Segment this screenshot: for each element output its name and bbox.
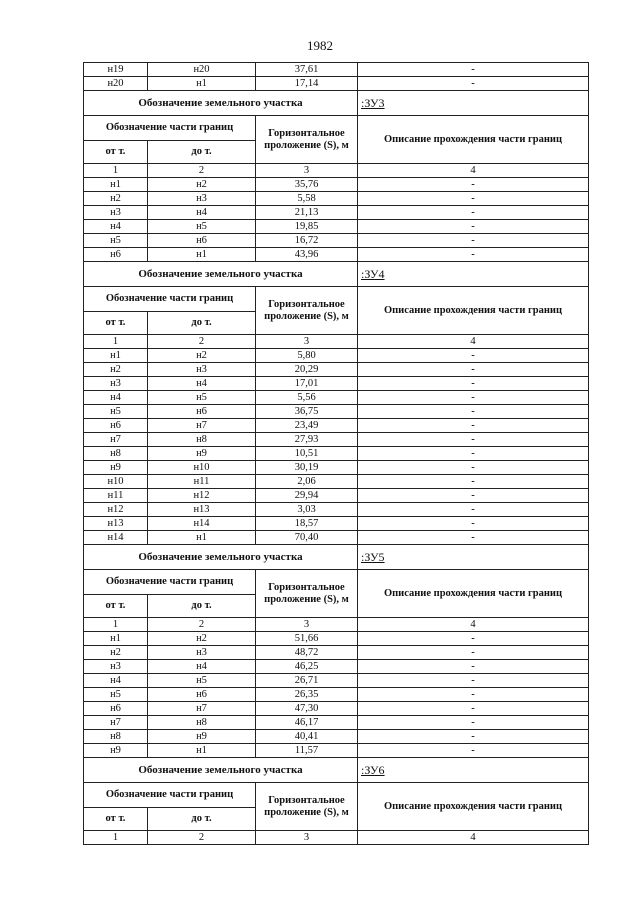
from-point-cell: н6 — [84, 248, 148, 262]
boundary-table — [83, 62, 588, 845]
from-point-cell: н3 — [84, 377, 148, 391]
column-number: 1 — [84, 164, 148, 178]
column-number: 1 — [84, 618, 148, 632]
to-point-cell: н1 — [148, 531, 256, 545]
description-cell: - — [358, 531, 589, 545]
column-number-row — [84, 335, 589, 349]
from-point-cell: н7 — [84, 716, 148, 730]
description-cell: - — [358, 220, 589, 234]
length-cell: 5,58 — [256, 192, 358, 206]
length-cell: 17,01 — [256, 377, 358, 391]
from-point-cell: н6 — [84, 419, 148, 433]
column-number: 1 — [84, 831, 148, 845]
to-point-header: до т. — [148, 312, 256, 335]
length-cell: 51,66 — [256, 632, 358, 646]
length-cell: 26,71 — [256, 674, 358, 688]
description-cell: - — [358, 517, 589, 531]
plot-label-cell: Обозначение земельного участка — [84, 91, 358, 116]
description-cell: - — [358, 349, 589, 363]
table-row — [84, 660, 589, 674]
to-point-cell: н9 — [148, 447, 256, 461]
length-cell: 46,17 — [256, 716, 358, 730]
plot-label-cell: Обозначение земельного участка — [84, 262, 358, 287]
table-row — [84, 363, 589, 377]
description-cell: - — [358, 178, 589, 192]
table-row — [84, 730, 589, 744]
column-number: 2 — [148, 335, 256, 349]
to-point-cell: н7 — [148, 702, 256, 716]
table-row — [84, 63, 589, 77]
from-point-cell: н2 — [84, 192, 148, 206]
length-cell: 40,41 — [256, 730, 358, 744]
length-cell: 3,03 — [256, 503, 358, 517]
description-cell: - — [358, 475, 589, 489]
from-point-header: от т. — [84, 595, 148, 618]
from-point-cell: н3 — [84, 206, 148, 220]
table-row — [84, 716, 589, 730]
border-part-header: Обозначение части границ — [84, 570, 256, 595]
table-row — [84, 744, 589, 758]
length-cell: 5,80 — [256, 349, 358, 363]
column-number: 2 — [148, 164, 256, 178]
column-number: 4 — [358, 618, 589, 632]
description-cell: - — [358, 391, 589, 405]
description-cell: - — [358, 730, 589, 744]
from-point-cell: н9 — [84, 744, 148, 758]
length-cell: 20,29 — [256, 363, 358, 377]
from-point-cell: н6 — [84, 702, 148, 716]
from-point-cell: н2 — [84, 646, 148, 660]
to-point-cell: н20 — [148, 63, 256, 77]
to-point-cell: н6 — [148, 234, 256, 248]
table-row — [84, 248, 589, 262]
length-cell: 27,93 — [256, 433, 358, 447]
column-number: 4 — [358, 831, 589, 845]
horizontal-length-header: Горизонтальное проложение (S), м — [256, 116, 358, 164]
description-cell: - — [358, 419, 589, 433]
from-point-cell: н1 — [84, 632, 148, 646]
column-number-row — [84, 164, 589, 178]
to-point-cell: н2 — [148, 178, 256, 192]
length-cell: 2,06 — [256, 475, 358, 489]
from-point-cell: н5 — [84, 234, 148, 248]
border-part-header: Обозначение части границ — [84, 287, 256, 312]
to-point-cell: н8 — [148, 433, 256, 447]
to-point-cell: н11 — [148, 475, 256, 489]
column-header-row — [84, 783, 589, 808]
table-row — [84, 178, 589, 192]
table-row — [84, 632, 589, 646]
plot-code-cell: :ЗУ5 — [358, 545, 589, 570]
to-point-cell: н14 — [148, 517, 256, 531]
table-row — [84, 447, 589, 461]
column-number: 4 — [358, 335, 589, 349]
border-part-header: Обозначение части границ — [84, 783, 256, 808]
description-cell: - — [358, 646, 589, 660]
to-point-cell: н9 — [148, 730, 256, 744]
table-row — [84, 475, 589, 489]
column-header-row — [84, 116, 589, 141]
plot-code-cell: :ЗУ3 — [358, 91, 589, 116]
length-cell: 16,72 — [256, 234, 358, 248]
table-row — [84, 192, 589, 206]
from-point-header: от т. — [84, 312, 148, 335]
description-cell: - — [358, 433, 589, 447]
length-cell: 23,49 — [256, 419, 358, 433]
column-header-row — [84, 570, 589, 595]
from-point-cell: н3 — [84, 660, 148, 674]
horizontal-length-header: Горизонтальное проложение (S), м — [256, 287, 358, 335]
plot-code-cell: :ЗУ4 — [358, 262, 589, 287]
to-point-cell: н6 — [148, 688, 256, 702]
description-cell: - — [358, 702, 589, 716]
column-number: 3 — [256, 164, 358, 178]
to-point-header: до т. — [148, 595, 256, 618]
column-header-row — [84, 287, 589, 312]
to-point-cell: н10 — [148, 461, 256, 475]
to-point-cell: н12 — [148, 489, 256, 503]
length-cell: 19,85 — [256, 220, 358, 234]
to-point-cell: н2 — [148, 632, 256, 646]
length-cell: 30,19 — [256, 461, 358, 475]
to-point-cell: н7 — [148, 419, 256, 433]
length-cell: 11,57 — [256, 744, 358, 758]
from-point-cell: н12 — [84, 503, 148, 517]
description-cell: - — [358, 503, 589, 517]
from-point-header: от т. — [84, 141, 148, 164]
length-cell: 36,75 — [256, 405, 358, 419]
to-point-cell: н13 — [148, 503, 256, 517]
from-point-header: от т. — [84, 808, 148, 831]
column-number: 4 — [358, 164, 589, 178]
description-cell: - — [358, 688, 589, 702]
column-number: 2 — [148, 618, 256, 632]
from-point-cell: н8 — [84, 730, 148, 744]
from-point-cell: н1 — [84, 349, 148, 363]
from-point-cell: н19 — [84, 63, 148, 77]
boundary-table-grid — [83, 62, 589, 845]
from-point-cell: н4 — [84, 674, 148, 688]
length-cell: 43,96 — [256, 248, 358, 262]
length-cell: 35,76 — [256, 178, 358, 192]
border-part-header: Обозначение части границ — [84, 116, 256, 141]
to-point-cell: н2 — [148, 349, 256, 363]
description-cell: - — [358, 674, 589, 688]
table-row — [84, 674, 589, 688]
description-cell: - — [358, 377, 589, 391]
from-point-cell: н5 — [84, 688, 148, 702]
length-cell: 37,61 — [256, 63, 358, 77]
column-number: 1 — [84, 335, 148, 349]
from-point-cell: н10 — [84, 475, 148, 489]
from-point-cell: н4 — [84, 391, 148, 405]
length-cell: 10,51 — [256, 447, 358, 461]
table-row — [84, 517, 589, 531]
column-number-row — [84, 618, 589, 632]
to-point-cell: н5 — [148, 220, 256, 234]
from-point-cell: н13 — [84, 517, 148, 531]
table-row — [84, 234, 589, 248]
table-row — [84, 419, 589, 433]
description-cell: - — [358, 206, 589, 220]
description-cell: - — [358, 447, 589, 461]
description-cell: - — [358, 77, 589, 91]
to-point-cell: н8 — [148, 716, 256, 730]
plot-label-cell: Обозначение земельного участка — [84, 758, 358, 783]
to-point-header: до т. — [148, 141, 256, 164]
plot-section-header — [84, 91, 589, 116]
length-cell: 18,57 — [256, 517, 358, 531]
plot-code-cell: :ЗУ6 — [358, 758, 589, 783]
from-point-cell: н5 — [84, 405, 148, 419]
length-cell: 46,25 — [256, 660, 358, 674]
description-header: Описание прохождения части границ — [358, 570, 589, 618]
plot-section-header — [84, 545, 589, 570]
table-row — [84, 391, 589, 405]
description-header: Описание прохождения части границ — [358, 116, 589, 164]
plot-label-cell: Обозначение земельного участка — [84, 545, 358, 570]
to-point-header: до т. — [148, 808, 256, 831]
to-point-cell: н1 — [148, 744, 256, 758]
table-row — [84, 377, 589, 391]
from-point-cell: н9 — [84, 461, 148, 475]
to-point-cell: н4 — [148, 660, 256, 674]
description-cell: - — [358, 461, 589, 475]
table-row — [84, 489, 589, 503]
length-cell: 48,72 — [256, 646, 358, 660]
description-cell: - — [358, 363, 589, 377]
table-row — [84, 646, 589, 660]
table-row — [84, 349, 589, 363]
description-cell: - — [358, 716, 589, 730]
horizontal-length-header: Горизонтальное проложение (S), м — [256, 783, 358, 831]
plot-section-header — [84, 262, 589, 287]
from-point-cell: н8 — [84, 447, 148, 461]
from-point-cell: н7 — [84, 433, 148, 447]
column-number: 3 — [256, 335, 358, 349]
from-point-cell: н2 — [84, 363, 148, 377]
column-number: 3 — [256, 831, 358, 845]
length-cell: 5,56 — [256, 391, 358, 405]
description-header: Описание прохождения части границ — [358, 783, 589, 831]
from-point-cell: н11 — [84, 489, 148, 503]
table-row — [84, 531, 589, 545]
column-number: 3 — [256, 618, 358, 632]
description-cell: - — [358, 744, 589, 758]
table-row — [84, 702, 589, 716]
plot-section-header — [84, 758, 589, 783]
description-header: Описание прохождения части границ — [358, 287, 589, 335]
column-number: 2 — [148, 831, 256, 845]
table-row — [84, 503, 589, 517]
from-point-cell: н20 — [84, 77, 148, 91]
table-row — [84, 433, 589, 447]
to-point-cell: н6 — [148, 405, 256, 419]
description-cell: - — [358, 632, 589, 646]
description-cell: - — [358, 192, 589, 206]
table-row — [84, 220, 589, 234]
table-row — [84, 688, 589, 702]
from-point-cell: н4 — [84, 220, 148, 234]
horizontal-length-header: Горизонтальное проложение (S), м — [256, 570, 358, 618]
description-cell: - — [358, 234, 589, 248]
length-cell: 26,35 — [256, 688, 358, 702]
description-cell: - — [358, 405, 589, 419]
table-row — [84, 77, 589, 91]
length-cell: 17,14 — [256, 77, 358, 91]
to-point-cell: н1 — [148, 248, 256, 262]
description-cell: - — [358, 63, 589, 77]
table-row — [84, 461, 589, 475]
to-point-cell: н4 — [148, 377, 256, 391]
length-cell: 21,13 — [256, 206, 358, 220]
to-point-cell: н5 — [148, 674, 256, 688]
table-row — [84, 405, 589, 419]
from-point-cell: н14 — [84, 531, 148, 545]
table-row — [84, 206, 589, 220]
description-cell: - — [358, 489, 589, 503]
to-point-cell: н5 — [148, 391, 256, 405]
from-point-cell: н1 — [84, 178, 148, 192]
page-number: 1982 — [307, 38, 333, 53]
to-point-cell: н4 — [148, 206, 256, 220]
to-point-cell: н3 — [148, 646, 256, 660]
length-cell: 70,40 — [256, 531, 358, 545]
length-cell: 47,30 — [256, 702, 358, 716]
to-point-cell: н1 — [148, 77, 256, 91]
description-cell: - — [358, 248, 589, 262]
to-point-cell: н3 — [148, 192, 256, 206]
to-point-cell: н3 — [148, 363, 256, 377]
column-number-row — [84, 831, 589, 845]
description-cell: - — [358, 660, 589, 674]
length-cell: 29,94 — [256, 489, 358, 503]
